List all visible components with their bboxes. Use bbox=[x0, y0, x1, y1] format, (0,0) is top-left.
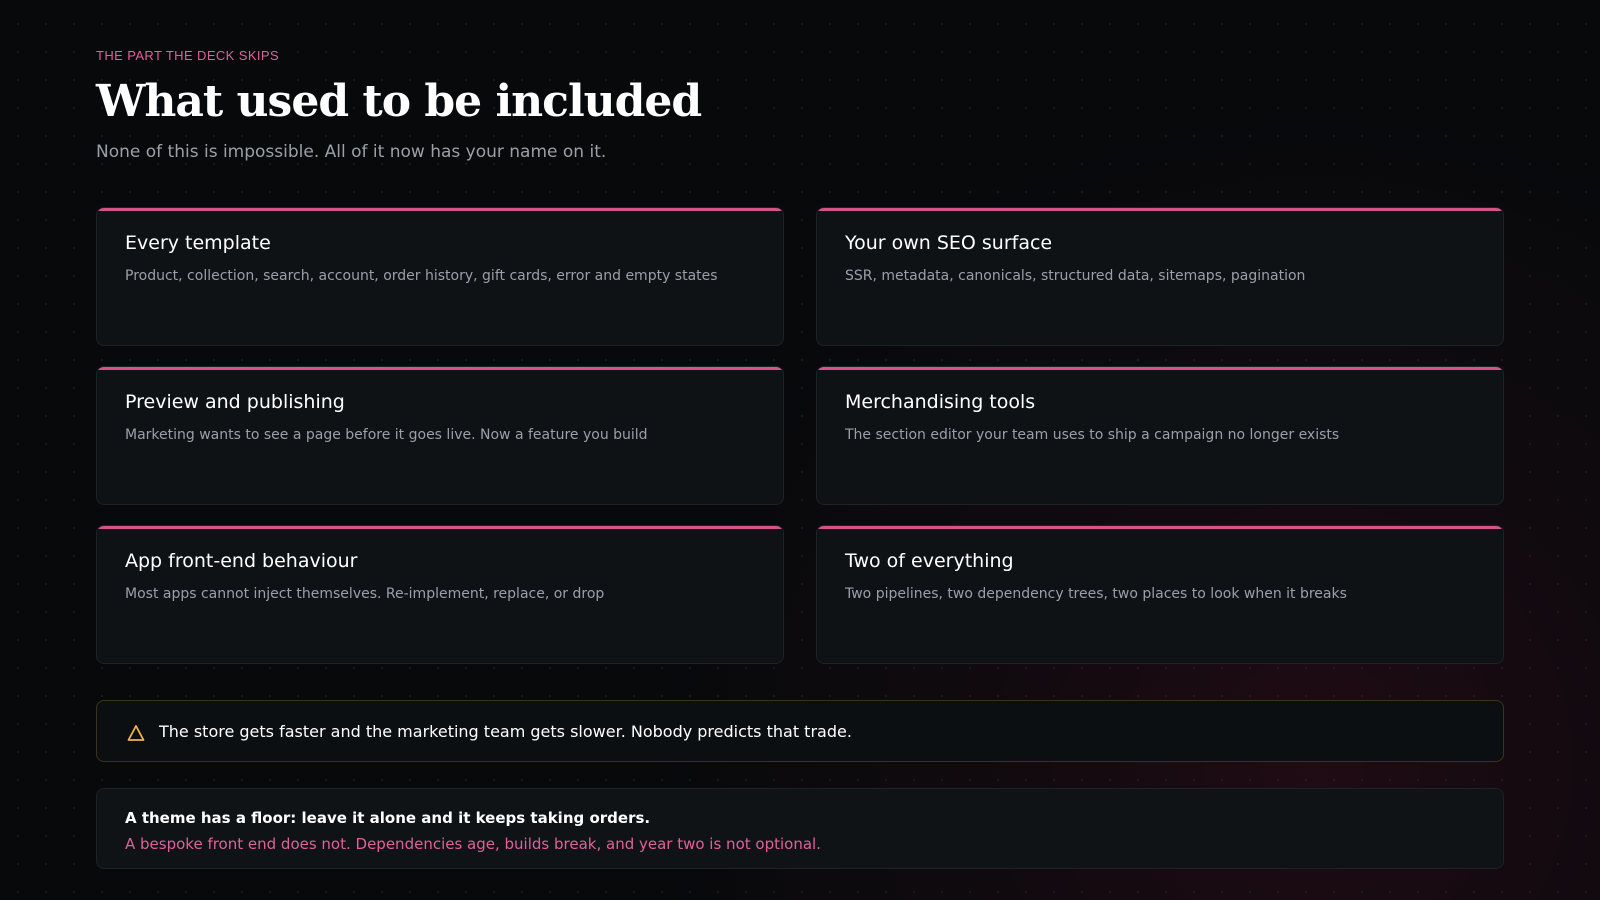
card-description: Two pipelines, two dependency trees, two places to look when it breaks bbox=[845, 586, 1347, 602]
card-title: Preview and publishing bbox=[125, 391, 345, 413]
warning-triangle-icon bbox=[127, 724, 145, 742]
card-seo-surface bbox=[816, 207, 1504, 346]
card-app-frontend bbox=[96, 525, 784, 664]
card-title: App front-end behaviour bbox=[125, 550, 358, 572]
card-title: Your own SEO surface bbox=[845, 232, 1053, 254]
page-subtitle: None of this is impossible. All of it now has your name on it. bbox=[96, 142, 607, 162]
card-description: Most apps cannot inject themselves. Re-implement, replace, or drop bbox=[125, 586, 605, 602]
card-title: Every template bbox=[125, 232, 271, 254]
card-description: SSR, metadata, canonicals, structured data, sitemaps, pagination bbox=[845, 268, 1306, 284]
eyebrow-label: THE PART THE DECK SKIPS bbox=[96, 48, 280, 63]
card-preview-publishing bbox=[96, 366, 784, 505]
theme-floor-callout bbox=[96, 788, 1504, 869]
page-title: What used to be included bbox=[96, 76, 702, 127]
warning-callout bbox=[96, 700, 1504, 762]
card-title: Merchandising tools bbox=[845, 391, 1036, 413]
floor-contrast-statement: A bespoke front end does not. Dependencies age, builds break, and year two is not optional. bbox=[125, 835, 821, 853]
slide bbox=[96, 0, 1504, 900]
card-merchandising-tools bbox=[816, 366, 1504, 505]
card-two-of-everything bbox=[816, 525, 1504, 664]
warning-text: The store gets faster and the marketing team gets slower. Nobody predicts that trade. bbox=[159, 721, 852, 741]
card-description: Product, collection, search, account, order history, gift cards, error and empty states bbox=[125, 268, 718, 284]
card-description: The section editor your team uses to ship a campaign no longer exists bbox=[845, 427, 1340, 443]
floor-statement: A theme has a floor: leave it alone and it keeps taking orders. bbox=[125, 809, 651, 827]
card-title: Two of everything bbox=[845, 550, 1014, 572]
card-description: Marketing wants to see a page before it goes live. Now a feature you build bbox=[125, 427, 648, 443]
card-every-template bbox=[96, 207, 784, 346]
feature-card-grid bbox=[96, 207, 1504, 664]
